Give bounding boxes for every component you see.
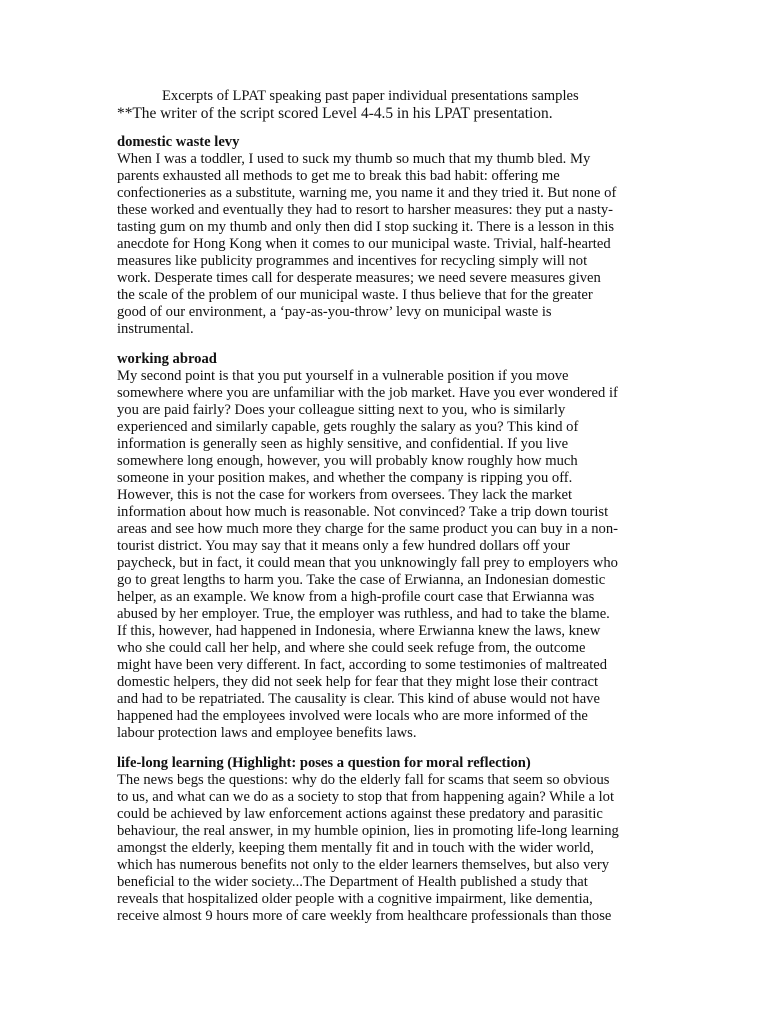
body-line: However, this is not the case for workers from oversees. They lack the market [117,487,573,503]
body-line: good of our environment, a ‘pay-as-you-throw’ levy on municipal waste is [117,304,552,320]
body-line: tasting gum on my thumb and only then did I stop sucking it. There is a lesson in this [117,219,615,235]
body-line: tourist district. You may say that it means only a few hundred dollars off your [117,538,570,554]
body-line: helper, as an example. We know from a high-profile court case that Erwianna was [117,589,595,605]
body-line: and had to be repatriated. The causality is clear. This kind of abuse would not have [117,691,600,707]
body-line: The news begs the questions: why do the elderly fall for scams that seem so obvious [117,772,610,788]
body-line: who she could call her help, and where she could seek refuge from, the outcome [117,640,586,656]
body-line: happened had the employees involved were locals who are more informed of the [117,708,588,724]
body-line: parents exhausted all methods to get me to break this bad habit: offering me [117,168,560,184]
body-line: beneficial to the wider society...The Department of Health published a study that [117,874,588,890]
body-line: receive almost 9 hours more of care weekly from healthcare professionals than those [117,908,612,924]
body-line: domestic helpers, they did not seek help for fear that they might lose their contract [117,674,599,690]
body-line: When I was a toddler, I used to suck my thumb so much that my thumb bled. My [117,151,591,167]
document-title: Excerpts of LPAT speaking past paper individual presentations samples [162,88,579,104]
section-body [117,772,657,925]
section-heading: life-long learning (Highlight: poses a question for moral reflection) [117,755,531,771]
score-note: **The writer of the script scored Level 4-4.5 in his LPAT presentation. [117,105,553,122]
body-line: reveals that hospitalized older people with a cognitive impairment, like dementia, [117,891,593,907]
body-line: might have been very different. In fact, according to some testimonies of maltreated [117,657,608,673]
body-line: somewhere long enough, however, you will probably know roughly how much [117,453,578,469]
body-line: measures like publicity programmes and incentives for recycling simply will not [117,253,588,269]
section-life-long-learning [117,755,657,925]
section-body [117,151,657,338]
section-heading: domestic waste levy [117,134,240,150]
body-line: somewhere where you are unfamiliar with the job market. Have you ever wondered if [117,385,618,401]
body-line: the scale of the problem of our municipal waste. I thus believe that for the greater [117,287,593,303]
body-line: instrumental. [117,321,194,337]
body-line: go to great lengths to harm you. Take the case of Erwianna, an Indonesian domestic [117,572,606,588]
section-working-abroad [117,351,657,742]
section-heading: working abroad [117,351,217,367]
body-line: these worked and eventually they had to resort to harsher measures: they put a nasty- [117,202,614,218]
body-line: experienced and similarly capable, gets roughly the salary as you? This kind of [117,419,579,435]
body-line: behaviour, the real answer, in my humble opinion, lies in promoting life-long learning [117,823,619,839]
body-line: to us, and what can we do as a society to stop that from happening again? While a lot [117,789,614,805]
body-line: you are paid fairly? Does your colleague sitting next to you, who is similarly [117,402,566,418]
body-line: labour protection laws and employee benefits laws. [117,725,417,741]
body-line: could be achieved by law enforcement actions against these predatory and parasitic [117,806,603,822]
body-line: amongst the elderly, keeping them mentally fit and in touch with the wider world, [117,840,594,856]
body-line: areas and see how much more they charge for the same product you can buy in a non- [117,521,619,537]
body-line: If this, however, had happened in Indonesia, where Erwianna knew the laws, knew [117,623,601,639]
section-body [117,368,657,742]
body-line: information is generally seen as highly sensitive, and confidential. If you live [117,436,569,452]
body-line: paycheck, but in fact, it could mean that you unknowingly fall prey to employers who [117,555,618,571]
section-domestic-waste-levy [117,134,657,338]
body-line: confectioneries as a substitute, warning me, you name it and they tried it. But none of [117,185,617,201]
body-line: abused by her employer. True, the employer was ruthless, and had to take the blame. [117,606,610,622]
body-line: My second point is that you put yourself in a vulnerable position if you move [117,368,569,384]
body-line: anecdote for Hong Kong when it comes to our municipal waste. Trivial, half-hearted [117,236,611,252]
body-line: information about how much is reasonable. Not convinced? Take a trip down tourist [117,504,609,520]
body-line: someone in your position makes, and whether the company is ripping you off. [117,470,573,486]
body-line: which has numerous benefits not only to the elder learners themselves, but also very [117,857,610,873]
body-line: work. Desperate times call for desperate measures; we need severe measures given [117,270,601,286]
